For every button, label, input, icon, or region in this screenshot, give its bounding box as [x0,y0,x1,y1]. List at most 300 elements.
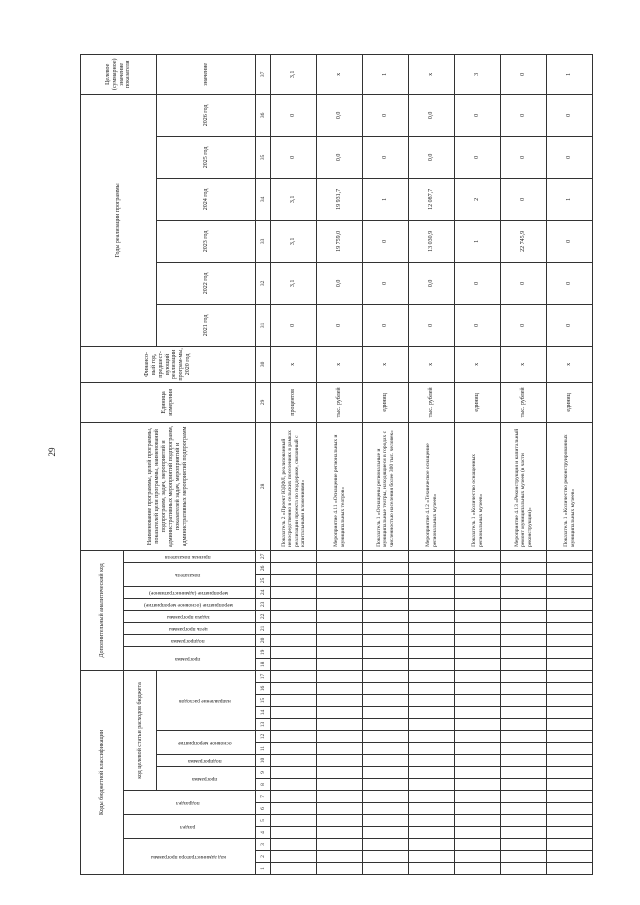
column-number: 13 [256,719,271,731]
row-year-value: 0 [501,304,547,346]
header-main-event: основное мероприятие [157,731,256,755]
code-cell [455,755,501,767]
code-cell [363,827,409,839]
code-cell [455,610,501,622]
code-cell [363,610,409,622]
code-cell [363,791,409,803]
code-cell [455,767,501,779]
code-cell [547,670,593,682]
header-subsection: подраздел [124,791,256,815]
row-name: Показатель 2 «Проект ЮДФЛ, реализованный непосредственно в сельских поселениях в рамках реализации проекта по поддержке, связанный с капитальными вложениями» [271,422,317,550]
code-cell [317,731,363,743]
code-cell [455,719,501,731]
row-year-value: 0 [501,94,547,136]
code-cell [455,815,501,827]
code-cell [409,683,455,695]
column-number: 7 [256,791,271,803]
code-cell [363,803,409,815]
code-cell [547,550,593,562]
column-number: 21 [256,622,271,634]
header-target: Целевое (суммарное) значение показателя [81,54,157,94]
code-cell [271,815,317,827]
code-cell [317,851,363,863]
row-year-value: 0 [409,304,455,346]
row-fin-year: х [547,346,593,382]
code-cell [547,755,593,767]
code-cell [363,707,409,719]
row-name: Мероприятие 4.12 «Техническое оснащение региональных музеев» [409,422,455,550]
header-add-task: задача программы [124,610,256,622]
code-cell [271,658,317,670]
code-cell [547,767,593,779]
code-cell [317,767,363,779]
code-cell [363,851,409,863]
code-cell [547,851,593,863]
code-cell [547,803,593,815]
code-cell [271,610,317,622]
row-year-value: 0 [271,94,317,136]
code-cell [409,803,455,815]
code-cell [363,731,409,743]
code-cell [317,646,363,658]
code-cell [409,610,455,622]
row-year-value: 0 [317,304,363,346]
code-cell [271,622,317,634]
column-number: 15 [256,695,271,707]
row-fin-year: х [455,346,501,382]
code-cell [271,863,317,875]
row-unit: тыс. рублей [501,382,547,422]
header-section: раздел [124,815,256,839]
code-cell [455,683,501,695]
code-cell [409,634,455,646]
column-number: 8 [256,779,271,791]
code-cell [271,719,317,731]
code-cell [271,598,317,610]
row-target: х [409,54,455,94]
column-number: 20 [256,634,271,646]
row-year-value: 0 [455,262,501,304]
code-cell [271,634,317,646]
code-cell [317,610,363,622]
row-target: х [317,54,363,94]
row-year-value: 0 [271,304,317,346]
code-cell [271,574,317,586]
code-cell [409,550,455,562]
code-cell [317,755,363,767]
code-cell [501,550,547,562]
code-cell [317,779,363,791]
column-number: 3 [256,839,271,851]
code-cell [363,743,409,755]
code-cell [317,803,363,815]
column-number: 24 [256,586,271,598]
column-number: 9 [256,767,271,779]
code-cell [317,634,363,646]
code-cell [271,586,317,598]
row-fin-year: х [271,346,317,382]
table-row [501,54,547,874]
header-years-group: Годы реализации программы [81,94,157,346]
row-year-value: 1 [547,178,593,220]
code-cell [501,634,547,646]
code-cell [317,622,363,634]
table-row [409,54,455,874]
code-cell [317,695,363,707]
code-cell [547,707,593,719]
code-cell [501,707,547,719]
row-year-value: 0,0 [317,94,363,136]
column-number: 37 [256,54,271,94]
code-cell [409,670,455,682]
row-year-value: 0 [271,136,317,178]
row-name: Показатель 1 «Количество оснащенных региональных музеев» [455,422,501,550]
row-year-value: 1 [455,220,501,262]
row-year-value: 12 087,7 [409,178,455,220]
code-cell [501,815,547,827]
code-cell [409,743,455,755]
code-cell [455,562,501,574]
code-cell [271,743,317,755]
code-cell [547,731,593,743]
code-cell [317,598,363,610]
row-unit: тыс. рублей [409,382,455,422]
column-number-row [256,54,271,874]
code-cell [363,550,409,562]
header-add-goal: цель программы [124,622,256,634]
header-year-2024: 2024 год [157,178,256,220]
header-add-program: программа [124,646,256,670]
code-cell [271,755,317,767]
code-cell [455,743,501,755]
code-cell [501,851,547,863]
code-cell [547,658,593,670]
code-cell [271,779,317,791]
code-cell [409,658,455,670]
row-unit: единиц [547,382,593,422]
row-year-value: 0 [363,136,409,178]
row-year-value: 0 [363,262,409,304]
code-cell [409,574,455,586]
column-number: 30 [256,346,271,382]
code-cell [363,586,409,598]
column-number: 4 [256,827,271,839]
code-cell [501,731,547,743]
column-number: 10 [256,755,271,767]
row-year-value: 0 [501,136,547,178]
row-target: 0 [501,54,547,94]
code-cell [409,767,455,779]
code-cell [455,839,501,851]
code-cell [409,719,455,731]
column-number: 6 [256,803,271,815]
code-cell [271,827,317,839]
column-number: 19 [256,646,271,658]
header-year-2022: 2022 год [157,262,256,304]
row-year-value: 0 [547,304,593,346]
code-cell [501,683,547,695]
table-row [363,54,409,874]
row-target: 1 [363,54,409,94]
row-year-value: 0 [547,94,593,136]
code-cell [547,586,593,598]
row-target: 3,1 [271,54,317,94]
row-year-value: 19 931,7 [317,178,363,220]
code-cell [363,863,409,875]
row-year-value: 3,1 [271,178,317,220]
row-year-value: 0 [363,304,409,346]
header-target-article: код целевой статьи расходов бюджета [124,670,157,790]
table-row [271,54,317,874]
header-unit: Единица измерения [81,382,256,422]
code-cell [317,815,363,827]
code-cell [501,743,547,755]
row-year-value: 3,1 [271,262,317,304]
header-add-indicator: показатель [124,562,256,586]
code-cell [501,791,547,803]
column-number: 23 [256,598,271,610]
column-number: 33 [256,220,271,262]
code-cell [547,562,593,574]
header-year-2021: 2021 год [157,304,256,346]
code-cell [317,562,363,574]
code-cell [271,695,317,707]
row-unit: единиц [455,382,501,422]
row-year-value: 0 [455,94,501,136]
code-cell [547,743,593,755]
header-fin-year: Финансо-вый год, предшест-вующий реализации програм-мы, 2020 год [81,346,256,382]
row-year-value: 0 [363,220,409,262]
code-cell [317,827,363,839]
row-unit: процентов [271,382,317,422]
column-number: 1 [256,863,271,875]
code-cell [271,791,317,803]
table-row [317,54,363,874]
code-cell [317,550,363,562]
code-cell [547,827,593,839]
code-cell [409,562,455,574]
code-cell [363,767,409,779]
code-cell [363,815,409,827]
code-cell [271,562,317,574]
row-target: 3 [455,54,501,94]
code-cell [317,586,363,598]
code-cell [501,767,547,779]
code-cell [271,803,317,815]
code-cell [501,803,547,815]
header-name: Наименование программы, целей программы, показателей цели программы, наименований подпрограмм, задач, мероприятий и административных мероприятий подпрограмм, показателей задач, мероприятий и административных мероприятий подпрограмм [81,422,256,550]
code-cell [501,719,547,731]
code-cell [363,779,409,791]
code-cell [547,695,593,707]
row-target: 1 [547,54,593,94]
code-cell [501,574,547,586]
column-number: 34 [256,178,271,220]
row-year-value: 0 [547,262,593,304]
table-body [271,54,593,874]
code-cell [501,755,547,767]
code-cell [271,707,317,719]
code-cell [455,646,501,658]
code-cell [363,622,409,634]
code-cell [409,586,455,598]
header-subprogram: подпрограмма [157,755,256,767]
code-cell [317,839,363,851]
code-cell [547,815,593,827]
code-cell [363,719,409,731]
code-cell [409,598,455,610]
row-year-value: 0 [501,262,547,304]
row-name: Мероприятие 4.11 «Оснащение региональных и муниципальных театров» [317,422,363,550]
code-cell [501,658,547,670]
code-cell [271,731,317,743]
code-cell [271,767,317,779]
header-year-2025: 2025 год [157,136,256,178]
code-cell [501,622,547,634]
code-cell [455,634,501,646]
header-program: программа [157,767,256,791]
column-number: 11 [256,743,271,755]
code-cell [547,646,593,658]
page-number: 29 [47,447,57,457]
code-cell [317,743,363,755]
column-number: 36 [256,94,271,136]
code-cell [455,695,501,707]
code-cell [501,610,547,622]
code-cell [501,779,547,791]
code-cell [271,550,317,562]
row-year-value: 3,1 [271,220,317,262]
row-year-value: 0,0 [317,262,363,304]
code-cell [455,550,501,562]
code-cell [501,670,547,682]
code-cell [363,574,409,586]
column-number: 35 [256,136,271,178]
code-cell [547,622,593,634]
code-cell [547,683,593,695]
column-number: 25 [256,574,271,586]
code-cell [363,634,409,646]
code-cell [363,839,409,851]
row-name: Мероприятие 4.13 «Реконструкция и капитальный ремонт муниципальных музеев (в части реконструкции)» [501,422,547,550]
column-number: 31 [256,304,271,346]
column-number: 16 [256,683,271,695]
code-cell [363,755,409,767]
row-unit: тыс. рублей [317,382,363,422]
code-cell [455,731,501,743]
row-year-value: 0 [455,136,501,178]
row-name: Показатель 1 «Оснащены региональные и муниципальные театры, находящиеся в городах с численностью населения более 300 тыс. человек» [363,422,409,550]
code-cell [455,622,501,634]
column-number: 5 [256,815,271,827]
code-cell [547,574,593,586]
program-indicators-table [80,54,593,875]
row-year-value: 0 [455,304,501,346]
header-add-event-main: мероприятие (основное мероприятие) [124,598,256,610]
code-cell [547,598,593,610]
code-cell [317,707,363,719]
row-name: Показатель 1 «Количество реконструированных муниципальных музеев» [547,422,593,550]
row-year-value: 0 [547,220,593,262]
header-direction: направление расходов [157,670,256,730]
code-cell [501,863,547,875]
code-cell [409,791,455,803]
code-cell [271,646,317,658]
code-cell [547,719,593,731]
code-cell [547,634,593,646]
column-number: 29 [256,382,271,422]
code-cell [455,658,501,670]
row-year-value: 0,0 [409,262,455,304]
code-cell [547,839,593,851]
code-cell [271,683,317,695]
header-additional-code: Дополнительный аналитический код [81,550,124,670]
code-cell [409,779,455,791]
row-year-value: 0,0 [409,94,455,136]
code-cell [409,695,455,707]
code-cell [409,827,455,839]
code-cell [547,791,593,803]
row-year-value: 0 [363,94,409,136]
row-year-value: 1 [363,178,409,220]
code-cell [363,683,409,695]
code-cell [409,646,455,658]
row-fin-year: х [363,346,409,382]
code-cell [363,598,409,610]
code-cell [363,658,409,670]
row-fin-year: х [501,346,547,382]
code-cell [409,731,455,743]
code-cell [547,779,593,791]
code-cell [317,683,363,695]
code-cell [455,586,501,598]
code-cell [317,719,363,731]
code-cell [363,670,409,682]
code-cell [501,695,547,707]
code-cell [271,839,317,851]
row-year-value: 13 030,9 [409,220,455,262]
code-cell [317,574,363,586]
code-cell [317,863,363,875]
code-cell [363,695,409,707]
row-fin-year: х [409,346,455,382]
code-cell [455,779,501,791]
header-admin-code: код администратора программы [124,839,256,875]
code-cell [501,598,547,610]
table-row [547,54,593,874]
header-kbk: Коды бюджетной классификации [81,670,124,874]
code-cell [409,755,455,767]
code-cell [409,707,455,719]
code-cell [455,707,501,719]
code-cell [317,670,363,682]
column-number: 12 [256,731,271,743]
table-row [455,54,501,874]
code-cell [409,839,455,851]
row-year-value: 19 759,0 [317,220,363,262]
row-unit: единиц [363,382,409,422]
header-add-subprogram: подпрограмма [124,634,256,646]
header-year-2026: 2026 год [157,94,256,136]
code-cell [455,851,501,863]
code-cell [409,851,455,863]
column-number: 18 [256,658,271,670]
header-target-value: значение [157,54,256,94]
column-number: 32 [256,262,271,304]
code-cell [547,863,593,875]
code-cell [501,586,547,598]
row-fin-year: х [317,346,363,382]
